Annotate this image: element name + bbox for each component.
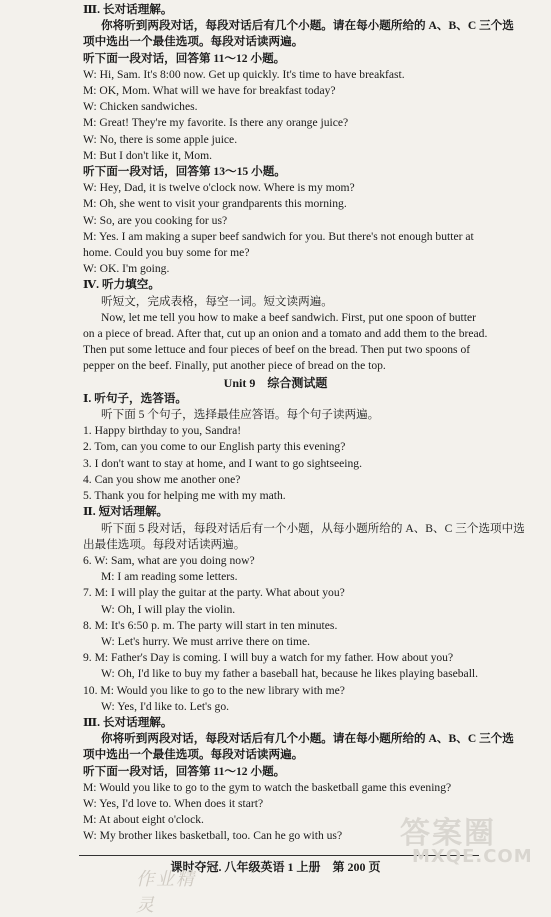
dialogue-line: W: Yes, I'd like to. Let's go. xyxy=(101,699,230,713)
question-line: 1. Happy birthday to you, Sandra! xyxy=(83,424,242,438)
dialogue-line: W: Oh, I will play the violin. xyxy=(101,602,236,616)
text-flow xyxy=(0,2,551,845)
unit-title: Unit 9 综合测试题 xyxy=(223,375,328,390)
dialogue-line: W: Yes, I'd love to. When does it start? xyxy=(83,796,264,810)
instruction-text: 听下面一段对话，回答第 11～12 小题。 xyxy=(83,51,286,65)
section-heading: Ⅰ. 听句子，选答语。 xyxy=(83,391,187,405)
question-line: 8. M: It's 6:50 p. m. The party will start in ten minutes. xyxy=(83,618,338,632)
question-line: 7. M: I will play the guitar at the party. What about you? xyxy=(83,586,345,600)
instruction-text: 项中选出一个最佳选项。每段对话读两遍。 xyxy=(83,35,304,49)
dialogue-line: M: Would you like to go to the gym to watch the basketball game this evening? xyxy=(83,780,452,794)
watermark-logo: 答案圈 xyxy=(400,816,496,851)
passage-line: Now, let me tell you how to make a beef sandwich. First, put one spoon of butter xyxy=(101,310,477,324)
instruction-text: 听下面 5 个句子，选择最佳应答语。每个句子读两遍。 xyxy=(101,408,380,422)
question-line: 10. M: Would you like to go to the new library with me? xyxy=(83,683,345,697)
page-footer: 课时夺冠. 八年级英语 1 上册 第 200 页 xyxy=(170,860,381,874)
dialogue-line: M: OK, Mom. What will we have for breakfast today? xyxy=(83,84,336,98)
instruction-text: 你将听到两段对话，每段对话后有几个小题。请在每小题所给的 A、B、C 三个选 xyxy=(101,19,514,33)
dialogue-line: W: Hey, Dad, it is twelve o'clock now. Where is my mom? xyxy=(83,181,355,195)
question-line: 3. I don't want to stay at home, and I want to go sightseeing. xyxy=(83,456,363,470)
dialogue-line: home. Could you buy some for me? xyxy=(83,246,250,260)
footer-rule xyxy=(79,855,479,856)
dialogue-line: W: Hi, Sam. It's 8:00 now. Get up quickly. It's time to have breakfast. xyxy=(83,67,405,81)
instruction-text: 听下面一段对话，回答第 13～15 小题。 xyxy=(83,165,286,179)
dialogue-line: M: Oh, she went to visit your grandparents this morning. xyxy=(83,197,347,211)
instruction-text: 出最佳选项。每段对话读两遍。 xyxy=(83,537,246,551)
dialogue-line: W: My brother likes basketball, too. Can he go with us? xyxy=(83,829,343,843)
passage-line: Then put some lettuce and four pieces of beef on the bread. Then put two spoons of xyxy=(83,343,471,357)
dialogue-line: W: OK. I'm going. xyxy=(83,262,170,276)
section-heading: Ⅲ. 长对话理解。 xyxy=(83,715,173,729)
dialogue-line: M: I am reading some letters. xyxy=(101,570,238,584)
stamp-mark: 作业精灵 xyxy=(136,869,196,916)
section-heading: Ⅲ. 长对话理解。 xyxy=(83,3,173,16)
instruction-text: 听短文，完成表格，每空一词。短文读两遍。 xyxy=(101,294,333,308)
passage-line: pepper on the beef. Finally, put another piece of bread on the top. xyxy=(83,359,386,373)
watermark-url: MXQE.COM xyxy=(412,846,533,867)
question-line: 2. Tom, can you come to our English party this evening? xyxy=(83,440,346,454)
dialogue-line: M: Great! They're my favorite. Is there any orange juice? xyxy=(83,116,349,130)
passage-line: on a piece of bread. After that, cut up an onion and a tomato and add them to the bread. xyxy=(83,327,488,341)
dialogue-line: M: Yes. I am making a super beef sandwich for you. But there's not enough butter at xyxy=(83,229,474,243)
question-line: 4. Can you show me another one? xyxy=(83,472,241,486)
dialogue-line: M: But I don't like it, Mom. xyxy=(83,148,212,162)
section-heading: Ⅳ. 听力填空。 xyxy=(83,278,160,292)
instruction-text: 听下面 5 段对话，每段对话后有一个小题，从每小题所给的 A、B、C 三个选项中选 xyxy=(101,521,525,535)
instruction-text: 你将听到两段对话，每段对话后有几个小题。请在每小题所给的 A、B、C 三个选 xyxy=(101,732,514,746)
question-line: 5. Thank you for helping me with my math. xyxy=(83,489,286,503)
instruction-text: 听下面一段对话，回答第 11～12 小题。 xyxy=(83,764,286,778)
section-heading: Ⅱ. 短对话理解。 xyxy=(83,505,169,519)
dialogue-line: W: Oh, I'd like to buy my father a baseball hat, because he likes playing baseball. xyxy=(101,667,479,681)
dialogue-line: W: No, there is some apple juice. xyxy=(83,132,238,146)
instruction-text: 项中选出一个最佳选项。每段对话读两遍。 xyxy=(83,748,304,762)
dialogue-line: W: Let's hurry. We must arrive there on time. xyxy=(101,634,311,648)
dialogue-line: M: At about eight o'clock. xyxy=(83,813,204,827)
dialogue-line: W: So, are you cooking for us? xyxy=(83,213,228,227)
dialogue-line: W: Chicken sandwiches. xyxy=(83,100,198,114)
question-line: 6. W: Sam, what are you doing now? xyxy=(83,553,255,567)
question-line: 9. M: Father's Day is coming. I will buy a watch for my father. How about you? xyxy=(83,651,454,665)
